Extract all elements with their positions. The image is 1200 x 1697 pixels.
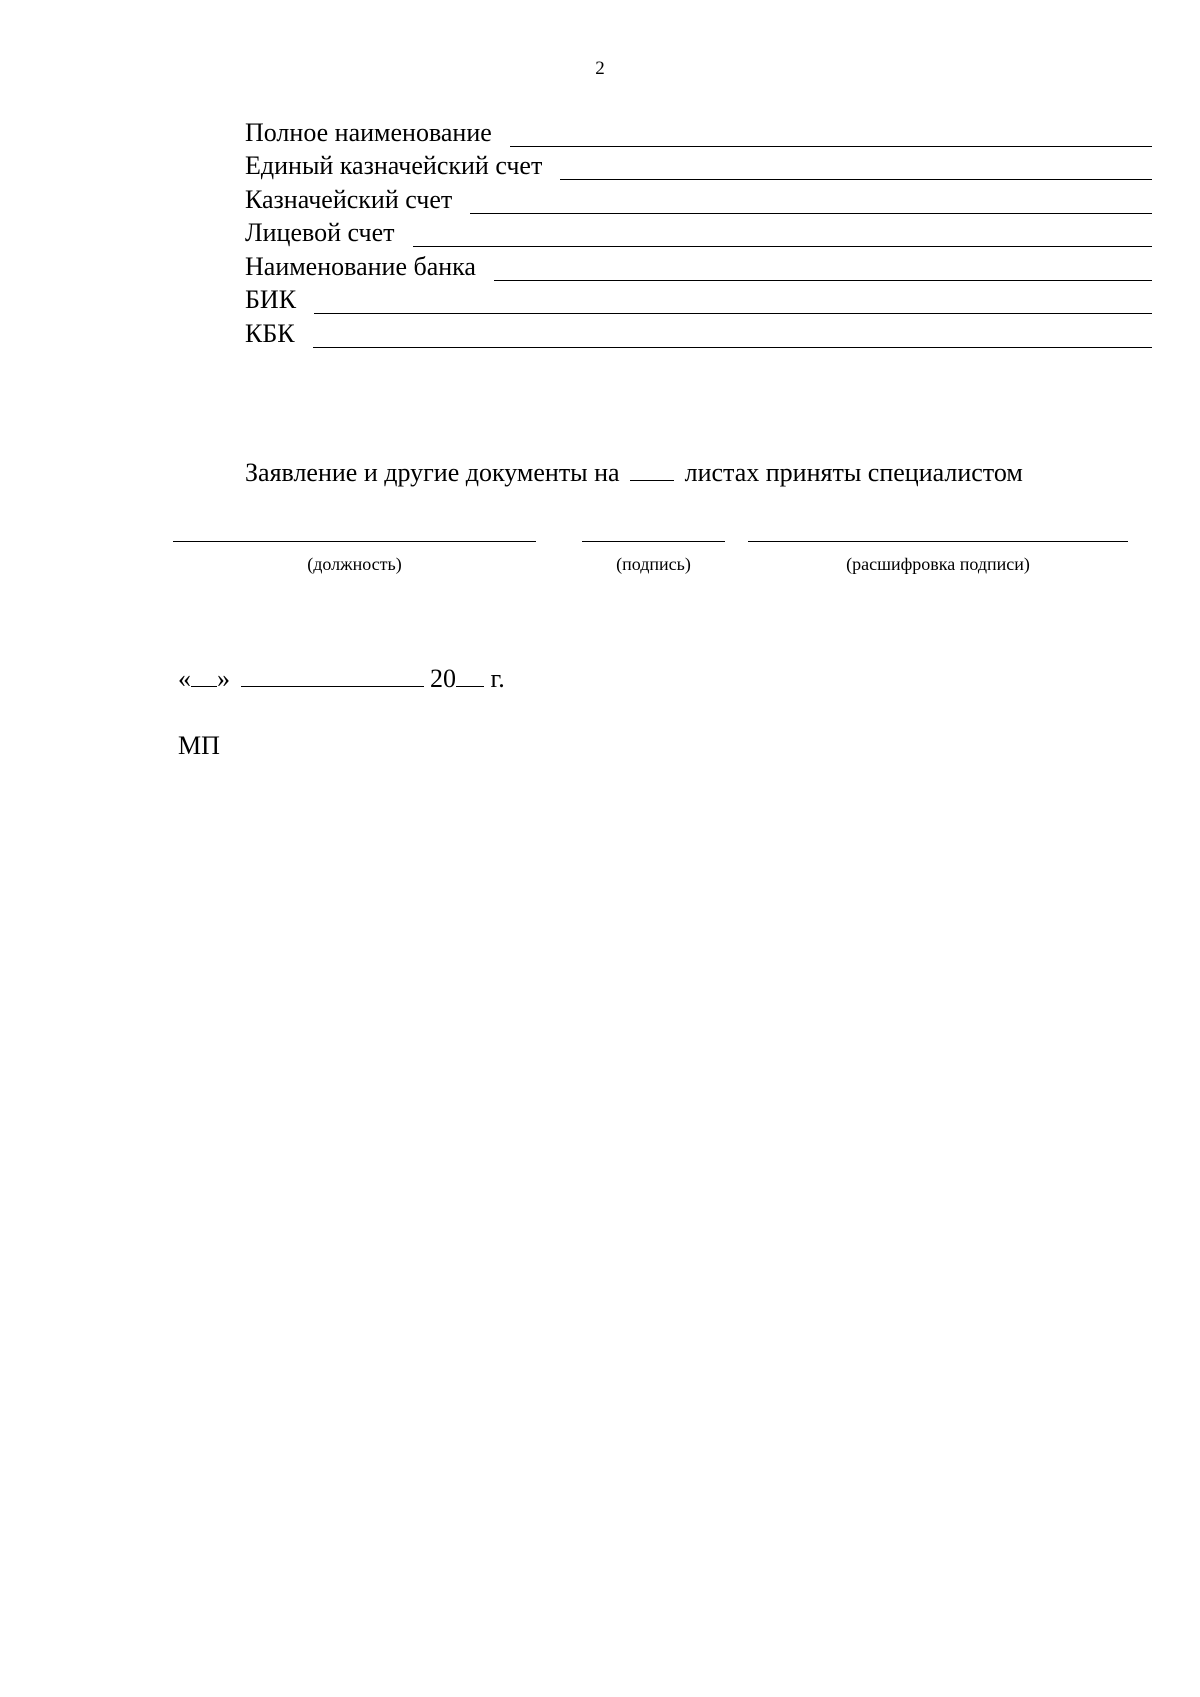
field-treasury-account xyxy=(245,181,1152,215)
field-label: Полное наименование xyxy=(245,117,492,147)
bik-input-line[interactable] xyxy=(314,313,1152,314)
unified-treasury-account-input-line[interactable] xyxy=(560,179,1152,180)
sheet-count-blank[interactable] xyxy=(630,480,674,481)
field-label: Единый казначейский счет xyxy=(245,151,543,180)
signature-decoding-caption: (расшифровка подписи) xyxy=(846,554,1030,574)
field-kbk xyxy=(245,315,1152,349)
signature-caption: (подпись) xyxy=(616,554,691,574)
year-blank[interactable] xyxy=(456,686,484,687)
year-prefix: 20 xyxy=(430,664,456,693)
field-label: Наименование банка xyxy=(245,251,476,281)
statement-line xyxy=(245,458,1023,488)
signature-decoding-line[interactable] xyxy=(748,541,1128,542)
date-close-quote: » xyxy=(217,664,230,693)
date-open-quote: « xyxy=(178,664,191,693)
signature-line[interactable] xyxy=(582,541,725,542)
day-blank[interactable] xyxy=(191,686,217,687)
field-unified-treasury-account xyxy=(245,148,1152,182)
field-label: БИК xyxy=(245,285,297,314)
treasury-account-input-line[interactable] xyxy=(470,213,1152,214)
field-personal-account xyxy=(245,215,1152,249)
statement-text-before: Заявление и другие документы на xyxy=(245,458,620,487)
bank-name-input-line[interactable] xyxy=(494,280,1152,281)
kbk-input-line[interactable] xyxy=(313,347,1152,348)
date-line xyxy=(178,664,505,694)
field-label: Казначейский счет xyxy=(245,184,453,214)
field-label: Лицевой счет xyxy=(245,218,395,247)
year-suffix: г. xyxy=(490,664,505,693)
requisites-fields xyxy=(245,114,1152,349)
stamp-place-label: МП xyxy=(178,731,220,760)
position-line[interactable] xyxy=(173,541,536,542)
field-bank-name xyxy=(245,248,1152,282)
month-blank[interactable] xyxy=(241,686,424,687)
field-bik xyxy=(245,282,1152,316)
position-caption: (должность) xyxy=(307,554,402,574)
personal-account-input-line[interactable] xyxy=(413,246,1152,247)
page-number: 2 xyxy=(595,58,605,79)
field-full-name xyxy=(245,114,1152,148)
field-label: КБК xyxy=(245,318,295,348)
statement-text-after: листах приняты специалистом xyxy=(684,458,1023,487)
full-name-input-line[interactable] xyxy=(510,146,1152,147)
